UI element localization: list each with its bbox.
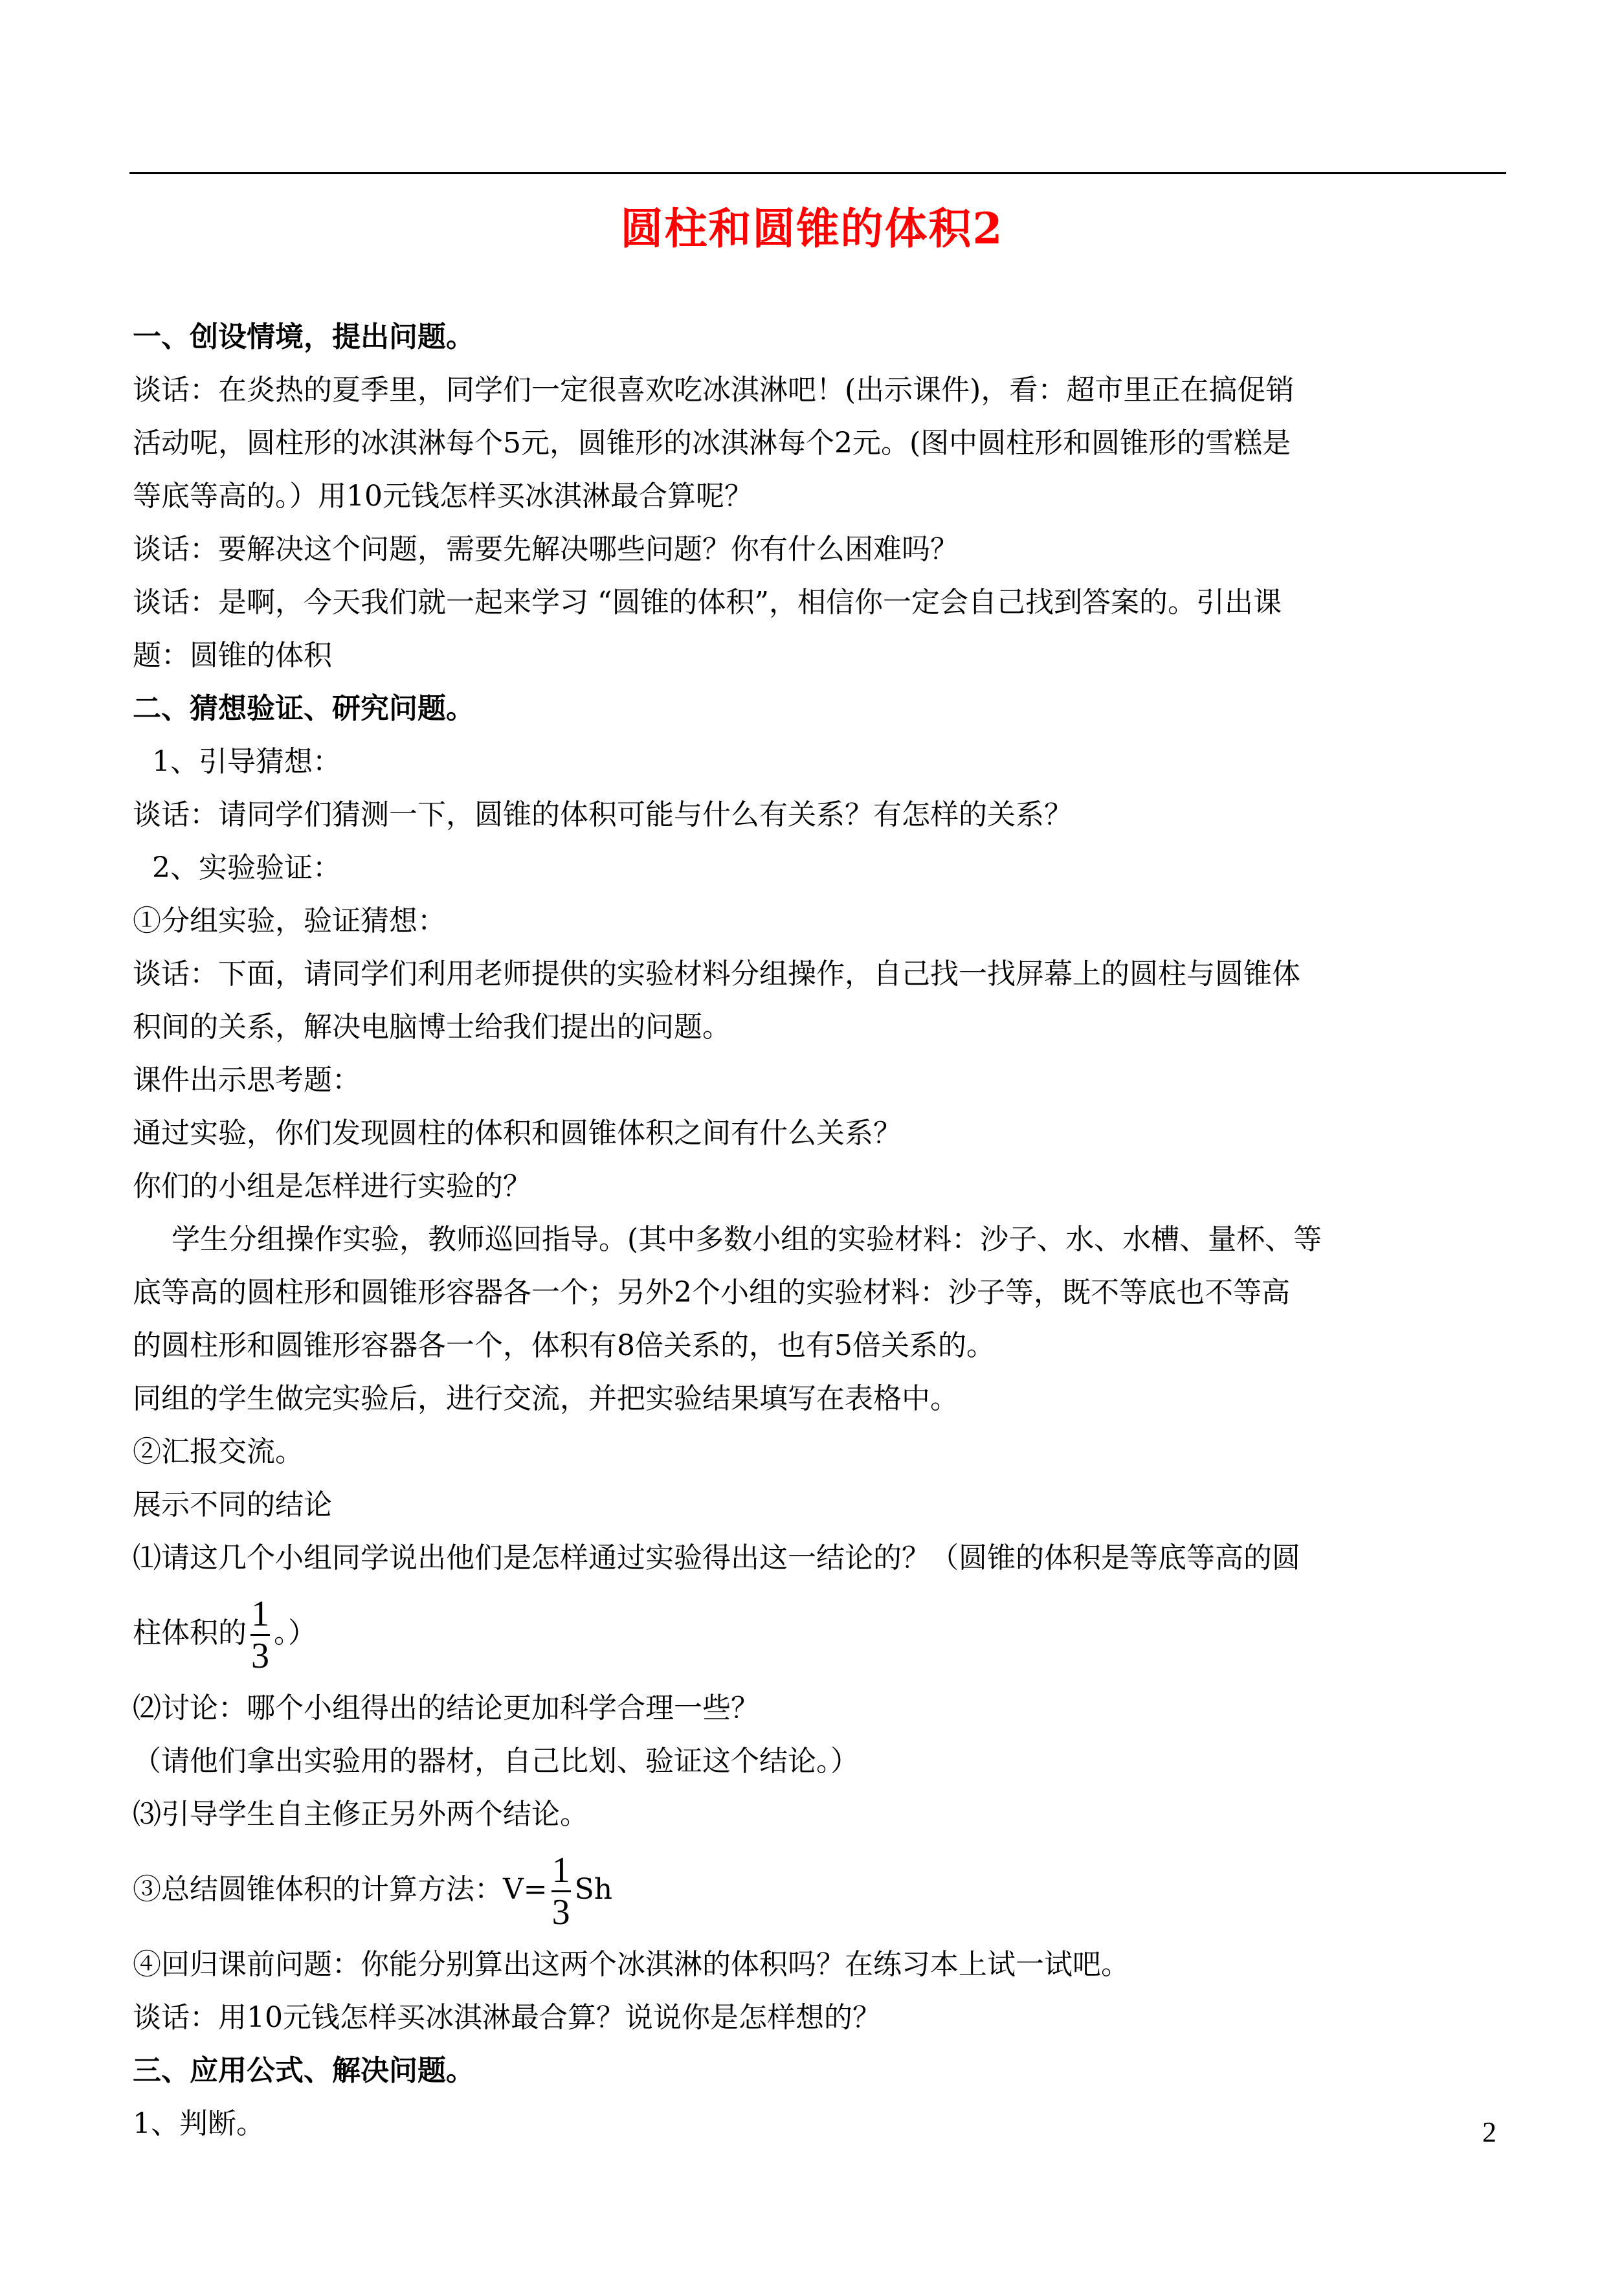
paragraph-line: 题：圆锥的体积: [133, 639, 332, 672]
paragraph-line: 1、判断。: [133, 2107, 265, 2140]
paragraph-line: 的圆柱形和圆锥形容器各一个，体积有8倍关系的，也有5倍关系的。: [133, 1329, 995, 1362]
fraction-one-third: [551, 1850, 571, 1932]
section-heading-2: 二、猜想验证、研究问题。: [133, 692, 474, 725]
header-rule: [129, 172, 1506, 174]
paragraph-line: ⑴请这几个小组同学说出他们是怎样通过实验得出这一结论的？（圆锥的体积是等底等高的圆: [133, 1541, 1300, 1574]
paragraph-line: ⑶引导学生自主修正另外两个结论。: [133, 1798, 588, 1831]
text-span: 。）: [274, 1616, 317, 1650]
paragraph-line: 谈话：要解决这个问题，需要先解决哪些问题？你有什么困难吗？: [133, 533, 959, 566]
paragraph-line: 积间的关系，解决电脑博士给我们提出的问题。: [133, 1011, 731, 1044]
page-title: 圆柱和圆锥的体积2: [620, 203, 1004, 254]
section-heading-3: 三、应用公式、解决问题。: [133, 2054, 474, 2087]
paragraph-line: 活动呢，圆柱形的冰淇淋每个5元，圆锥形的冰淇淋每个2元。(图中圆柱形和圆锥形的雪糕是: [133, 427, 1291, 460]
paragraph-line: 课件出示思考题：: [133, 1064, 361, 1097]
fraction-line: [133, 1585, 1505, 1682]
section-heading-1: 一、创设情境，提出问题。: [133, 320, 474, 353]
paragraph-line: 谈话：请同学们猜测一下，圆锥的体积可能与什么有关系？有怎样的关系？: [133, 798, 1073, 831]
fraction-denominator: 3: [551, 1892, 570, 1932]
paragraph-line: 通过实验，你们发现圆柱的体积和圆锥体积之间有什么关系？: [133, 1117, 902, 1150]
subsection-label: 1、引导猜想：: [152, 745, 341, 778]
paragraph-line: 展示不同的结论: [133, 1488, 332, 1521]
fraction-denominator: 3: [251, 1636, 269, 1676]
fraction-numerator: 1: [251, 1594, 269, 1634]
paragraph-line: ①分组实验，验证猜想：: [133, 904, 446, 937]
paragraph-line: 底等高的圆柱形和圆锥形容器各一个；另外2个小组的实验材料：沙子等，既不等底也不等高: [133, 1276, 1290, 1309]
paragraph-line: 谈话：下面，请同学们利用老师提供的实验材料分组操作，自己找一找屏幕上的圆柱与圆锥体: [133, 957, 1300, 990]
paragraph-line: 学生分组操作实验，教师巡回指导。(其中多数小组的实验材料：沙子、水、水槽、量杯、等: [172, 1223, 1322, 1256]
text-span: ③总结圆锥体积的计算方法：V=: [133, 1873, 548, 1906]
text-span: Sh: [574, 1873, 613, 1906]
paragraph-line: （请他们拿出实验用的器材，自己比划、验证这个结论。）: [133, 1745, 859, 1778]
document-body: [133, 311, 1505, 2151]
fraction-one-third: [250, 1594, 270, 1676]
paragraph-line: ④回归课前问题：你能分别算出这两个冰淇淋的体积吗？在练习本上试一试吧。: [133, 1948, 1129, 1981]
subsection-label: 2、实验验证：: [152, 851, 341, 884]
paragraph-line: 你们的小组是怎样进行实验的？: [133, 1170, 531, 1203]
paragraph-line: 谈话：用10元钱怎样买冰淇淋最合算？说说你是怎样想的？: [133, 2001, 881, 2034]
page-number: 2: [1482, 2116, 1496, 2148]
paragraph-line: ②汇报交流。: [133, 1435, 304, 1468]
paragraph-line: 同组的学生做完实验后，进行交流，并把实验结果填写在表格中。: [133, 1382, 959, 1415]
fraction-numerator: 1: [551, 1850, 570, 1890]
paragraph-line: 谈话：是啊，今天我们就一起来学习 “圆锥的体积”，相信你一定会自己找到答案的。引出课: [133, 586, 1282, 619]
paragraph-line: 等底等高的。）用10元钱怎样买冰淇淋最合算呢？: [133, 480, 753, 513]
paragraph-line: 谈话：在炎热的夏季里，同学们一定很喜欢吃冰淇淋吧！(出示课件)，看：超市里正在搞促销: [133, 374, 1295, 407]
text-span: 柱体积的: [133, 1616, 247, 1650]
paragraph-line: ⑵讨论：哪个小组得出的结论更加科学合理一些？: [133, 1692, 759, 1725]
formula-line: [133, 1841, 1505, 1938]
